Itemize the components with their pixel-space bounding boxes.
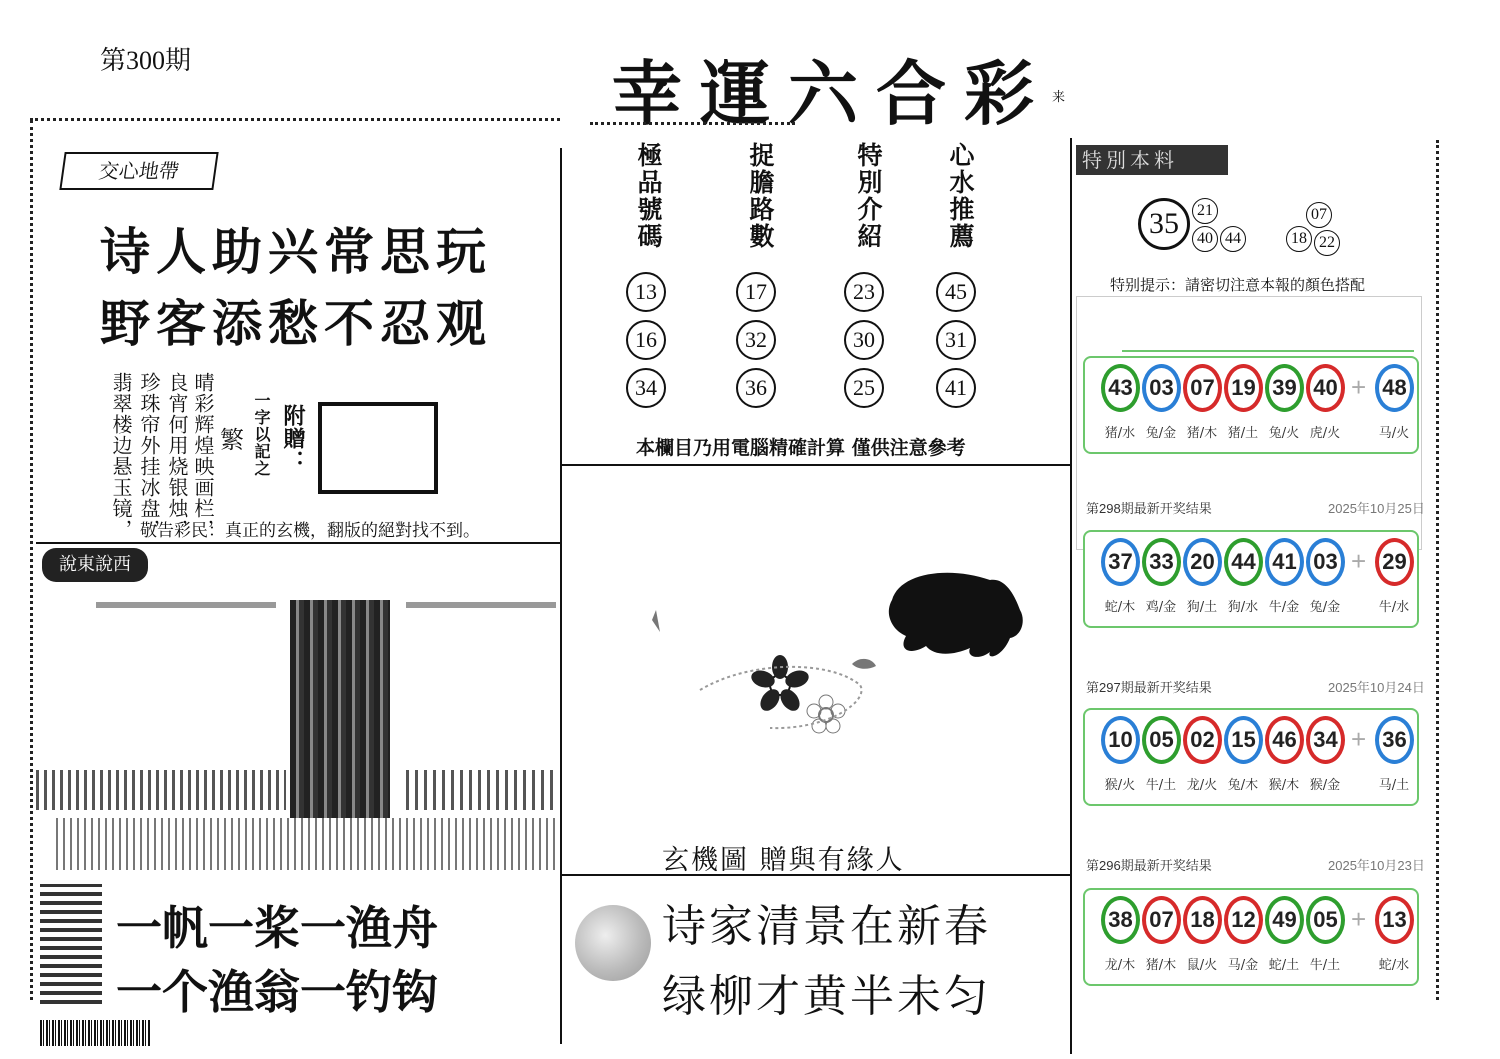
result-card bbox=[1083, 530, 1419, 628]
notice-text: 敬告彩民：真正的玄機，翻版的絕對找不到。 bbox=[140, 521, 480, 541]
special-number-ball: 29 bbox=[1375, 538, 1414, 586]
zodiac-label: 蛇/土 bbox=[1268, 958, 1300, 973]
small-ball: 07 bbox=[1306, 202, 1332, 228]
small-ball: 22 bbox=[1314, 230, 1340, 256]
zodiac-label: 猪/木 bbox=[1145, 958, 1177, 973]
mystery-caption: 玄機圖 贈與有緣人 bbox=[662, 845, 905, 876]
number-ball: 03 bbox=[1142, 364, 1181, 412]
pig-silhouette bbox=[889, 573, 1023, 657]
title-ornament bbox=[590, 122, 795, 133]
number-ball: 41 bbox=[1265, 538, 1304, 586]
bottom-poem-line-1: 诗家清景在新春 bbox=[662, 901, 991, 952]
special-number-ball: 13 bbox=[1375, 896, 1414, 944]
slogan-line-1: 一帆一桨一渔舟 bbox=[116, 901, 438, 955]
left-top-divider bbox=[36, 542, 560, 544]
number-ball: 07 bbox=[1142, 896, 1181, 944]
small-poem-line: 良宵何用烧银烛， bbox=[165, 372, 189, 540]
number-ball: 05 bbox=[1306, 896, 1345, 944]
zodiac-label: 马/金 bbox=[1227, 958, 1259, 973]
result-card bbox=[1083, 888, 1419, 986]
number-circle: 16 bbox=[626, 320, 666, 360]
noise-block bbox=[36, 770, 286, 810]
number-ball: 05 bbox=[1142, 716, 1181, 764]
column-head-zhuodan: 捉膽路數 bbox=[746, 142, 775, 250]
center-divider bbox=[560, 148, 562, 1044]
special-number-ball: 48 bbox=[1375, 364, 1414, 412]
mystery-picture bbox=[630, 560, 1050, 750]
noise-block bbox=[96, 602, 276, 608]
number-ball: 33 bbox=[1142, 538, 1181, 586]
number-circle: 23 bbox=[844, 272, 884, 312]
small-poem-line: 晴彩辉煌映画栏， bbox=[191, 372, 215, 540]
number-circle: 31 bbox=[936, 320, 976, 360]
number-ball: 15 bbox=[1224, 716, 1263, 764]
plus-icon: + bbox=[1351, 904, 1367, 934]
zodiac-label: 马/土 bbox=[1378, 778, 1410, 793]
section-banner-tebie: 特別本料 bbox=[1076, 145, 1228, 175]
gift-box bbox=[318, 402, 438, 494]
small-ball: 21 bbox=[1192, 198, 1218, 224]
number-ball: 12 bbox=[1224, 896, 1263, 944]
gift-label: 附贈： bbox=[280, 404, 306, 473]
number-ball: 46 bbox=[1265, 716, 1304, 764]
number-circle: 32 bbox=[736, 320, 776, 360]
noise-block bbox=[406, 770, 556, 810]
noisy-clipping bbox=[36, 590, 558, 880]
number-circle: 34 bbox=[626, 368, 666, 408]
result-date: 2025年10月23日 bbox=[1328, 858, 1425, 873]
zodiac-label: 兔/金 bbox=[1309, 600, 1341, 615]
barcode bbox=[40, 1020, 150, 1046]
section-banner-shuodong: 說東說西 bbox=[42, 548, 148, 582]
zodiac-label: 龙/火 bbox=[1186, 778, 1218, 793]
zodiac-label: 兔/火 bbox=[1268, 426, 1300, 441]
right-border-vine bbox=[1436, 140, 1447, 1000]
column-head-tebie: 特別介紹 bbox=[854, 142, 883, 250]
featured-ball: 35 bbox=[1138, 198, 1190, 250]
number-ball: 03 bbox=[1306, 538, 1345, 586]
zodiac-label: 蛇/木 bbox=[1104, 600, 1136, 615]
column-head-jipin: 極品號碼 bbox=[634, 142, 663, 250]
zodiac-label: 猴/火 bbox=[1104, 778, 1136, 793]
zodiac-label: 鸡/金 bbox=[1145, 600, 1177, 615]
column-head-xinshui: 心水推薦 bbox=[946, 142, 975, 250]
bottom-poem-line-2: 绿柳才黄半未匀 bbox=[662, 971, 991, 1022]
zodiac-label: 猪/土 bbox=[1227, 426, 1259, 441]
noise-block bbox=[56, 818, 556, 870]
color-tip: 特别提示：請密切注意本報的顏色搭配 bbox=[1110, 276, 1366, 294]
number-ball: 37 bbox=[1101, 538, 1140, 586]
special-number-ball: 36 bbox=[1375, 716, 1414, 764]
zodiac-label: 马/火 bbox=[1378, 426, 1410, 441]
yin-yang-icon bbox=[575, 905, 651, 981]
result-header: 第297期最新开奖结果 bbox=[1086, 680, 1212, 695]
zodiac-label: 牛/土 bbox=[1309, 958, 1341, 973]
zodiac-label: 猴/金 bbox=[1309, 778, 1341, 793]
number-ball: 10 bbox=[1101, 716, 1140, 764]
number-circle: 41 bbox=[936, 368, 976, 408]
zodiac-label: 蛇/水 bbox=[1378, 958, 1410, 973]
result-card bbox=[1083, 708, 1419, 806]
page-title: 幸運六合彩 bbox=[612, 52, 1052, 135]
number-ball: 18 bbox=[1183, 896, 1222, 944]
number-ball: 40 bbox=[1306, 364, 1345, 412]
number-circle: 36 bbox=[736, 368, 776, 408]
green-rule bbox=[1122, 350, 1414, 352]
section-banner-jiaoxin: 交心地帶 bbox=[59, 152, 218, 190]
plus-icon: + bbox=[1351, 546, 1367, 576]
zodiac-label: 牛/水 bbox=[1378, 600, 1410, 615]
noise-strip bbox=[40, 884, 102, 1004]
poem-line-2: 野客添愁不忍观 bbox=[100, 294, 492, 353]
small-poem-line: 翡翠楼边悬玉镜， bbox=[109, 372, 133, 540]
right-divider bbox=[1070, 138, 1072, 1054]
number-circle: 45 bbox=[936, 272, 976, 312]
zodiac-label: 兔/木 bbox=[1227, 778, 1259, 793]
result-card bbox=[1083, 356, 1419, 454]
number-ball: 34 bbox=[1306, 716, 1345, 764]
zodiac-label: 鼠/火 bbox=[1186, 958, 1218, 973]
issue-number: 第300期 bbox=[100, 46, 192, 75]
number-ball: 39 bbox=[1265, 364, 1304, 412]
calc-note: 本欄目乃用電腦精確計算 僅供注意參考 bbox=[636, 437, 966, 459]
number-circle: 25 bbox=[844, 368, 884, 408]
result-date: 2025年10月24日 bbox=[1328, 680, 1425, 695]
top-border-vine bbox=[30, 118, 560, 129]
number-circle: 30 bbox=[844, 320, 884, 360]
title-suffix: 来 bbox=[1052, 90, 1066, 105]
number-circle: 13 bbox=[626, 272, 666, 312]
zodiac-label: 猪/水 bbox=[1104, 426, 1136, 441]
noise-block bbox=[406, 602, 556, 608]
zodiac-label: 狗/土 bbox=[1186, 600, 1218, 615]
plus-icon: + bbox=[1351, 372, 1367, 402]
number-ball: 43 bbox=[1101, 364, 1140, 412]
result-header: 第296期最新开奖结果 bbox=[1086, 858, 1212, 873]
zodiac-label: 虎/火 bbox=[1309, 426, 1341, 441]
zodiac-label: 牛/土 bbox=[1145, 778, 1177, 793]
small-poem-line: 珍珠帘外挂冰盘， bbox=[137, 372, 161, 540]
number-ball: 19 bbox=[1224, 364, 1263, 412]
hint-char: 繁 bbox=[220, 426, 244, 454]
result-date: 2025年10月25日 bbox=[1328, 501, 1425, 516]
zodiac-label: 猪/木 bbox=[1186, 426, 1218, 441]
number-ball: 20 bbox=[1183, 538, 1222, 586]
plus-icon: + bbox=[1351, 724, 1367, 754]
zodiac-label: 狗/水 bbox=[1227, 600, 1259, 615]
number-ball: 38 bbox=[1101, 896, 1140, 944]
poem-line-1: 诗人助兴常思玩 bbox=[100, 222, 492, 281]
calc-divider bbox=[562, 464, 1070, 466]
leaf-icon bbox=[852, 659, 876, 669]
number-circle: 17 bbox=[736, 272, 776, 312]
small-ball: 18 bbox=[1286, 226, 1312, 252]
number-ball: 07 bbox=[1183, 364, 1222, 412]
zodiac-label: 兔/金 bbox=[1145, 426, 1177, 441]
small-ball: 44 bbox=[1220, 226, 1246, 252]
zodiac-label: 牛/金 bbox=[1268, 600, 1300, 615]
result-header: 第298期最新开奖结果 bbox=[1086, 501, 1212, 516]
number-ball: 49 bbox=[1265, 896, 1304, 944]
small-ball: 40 bbox=[1192, 226, 1218, 252]
zodiac-label: 龙/木 bbox=[1104, 958, 1136, 973]
zodiac-label: 猴/木 bbox=[1268, 778, 1300, 793]
slogan-line-2: 一个渔翁一钓钩 bbox=[116, 965, 438, 1019]
leaf-icon bbox=[652, 610, 660, 632]
flower-icon bbox=[749, 655, 811, 714]
number-ball: 02 bbox=[1183, 716, 1222, 764]
hint-note: 一字以記之 bbox=[252, 392, 271, 477]
number-ball: 44 bbox=[1224, 538, 1263, 586]
